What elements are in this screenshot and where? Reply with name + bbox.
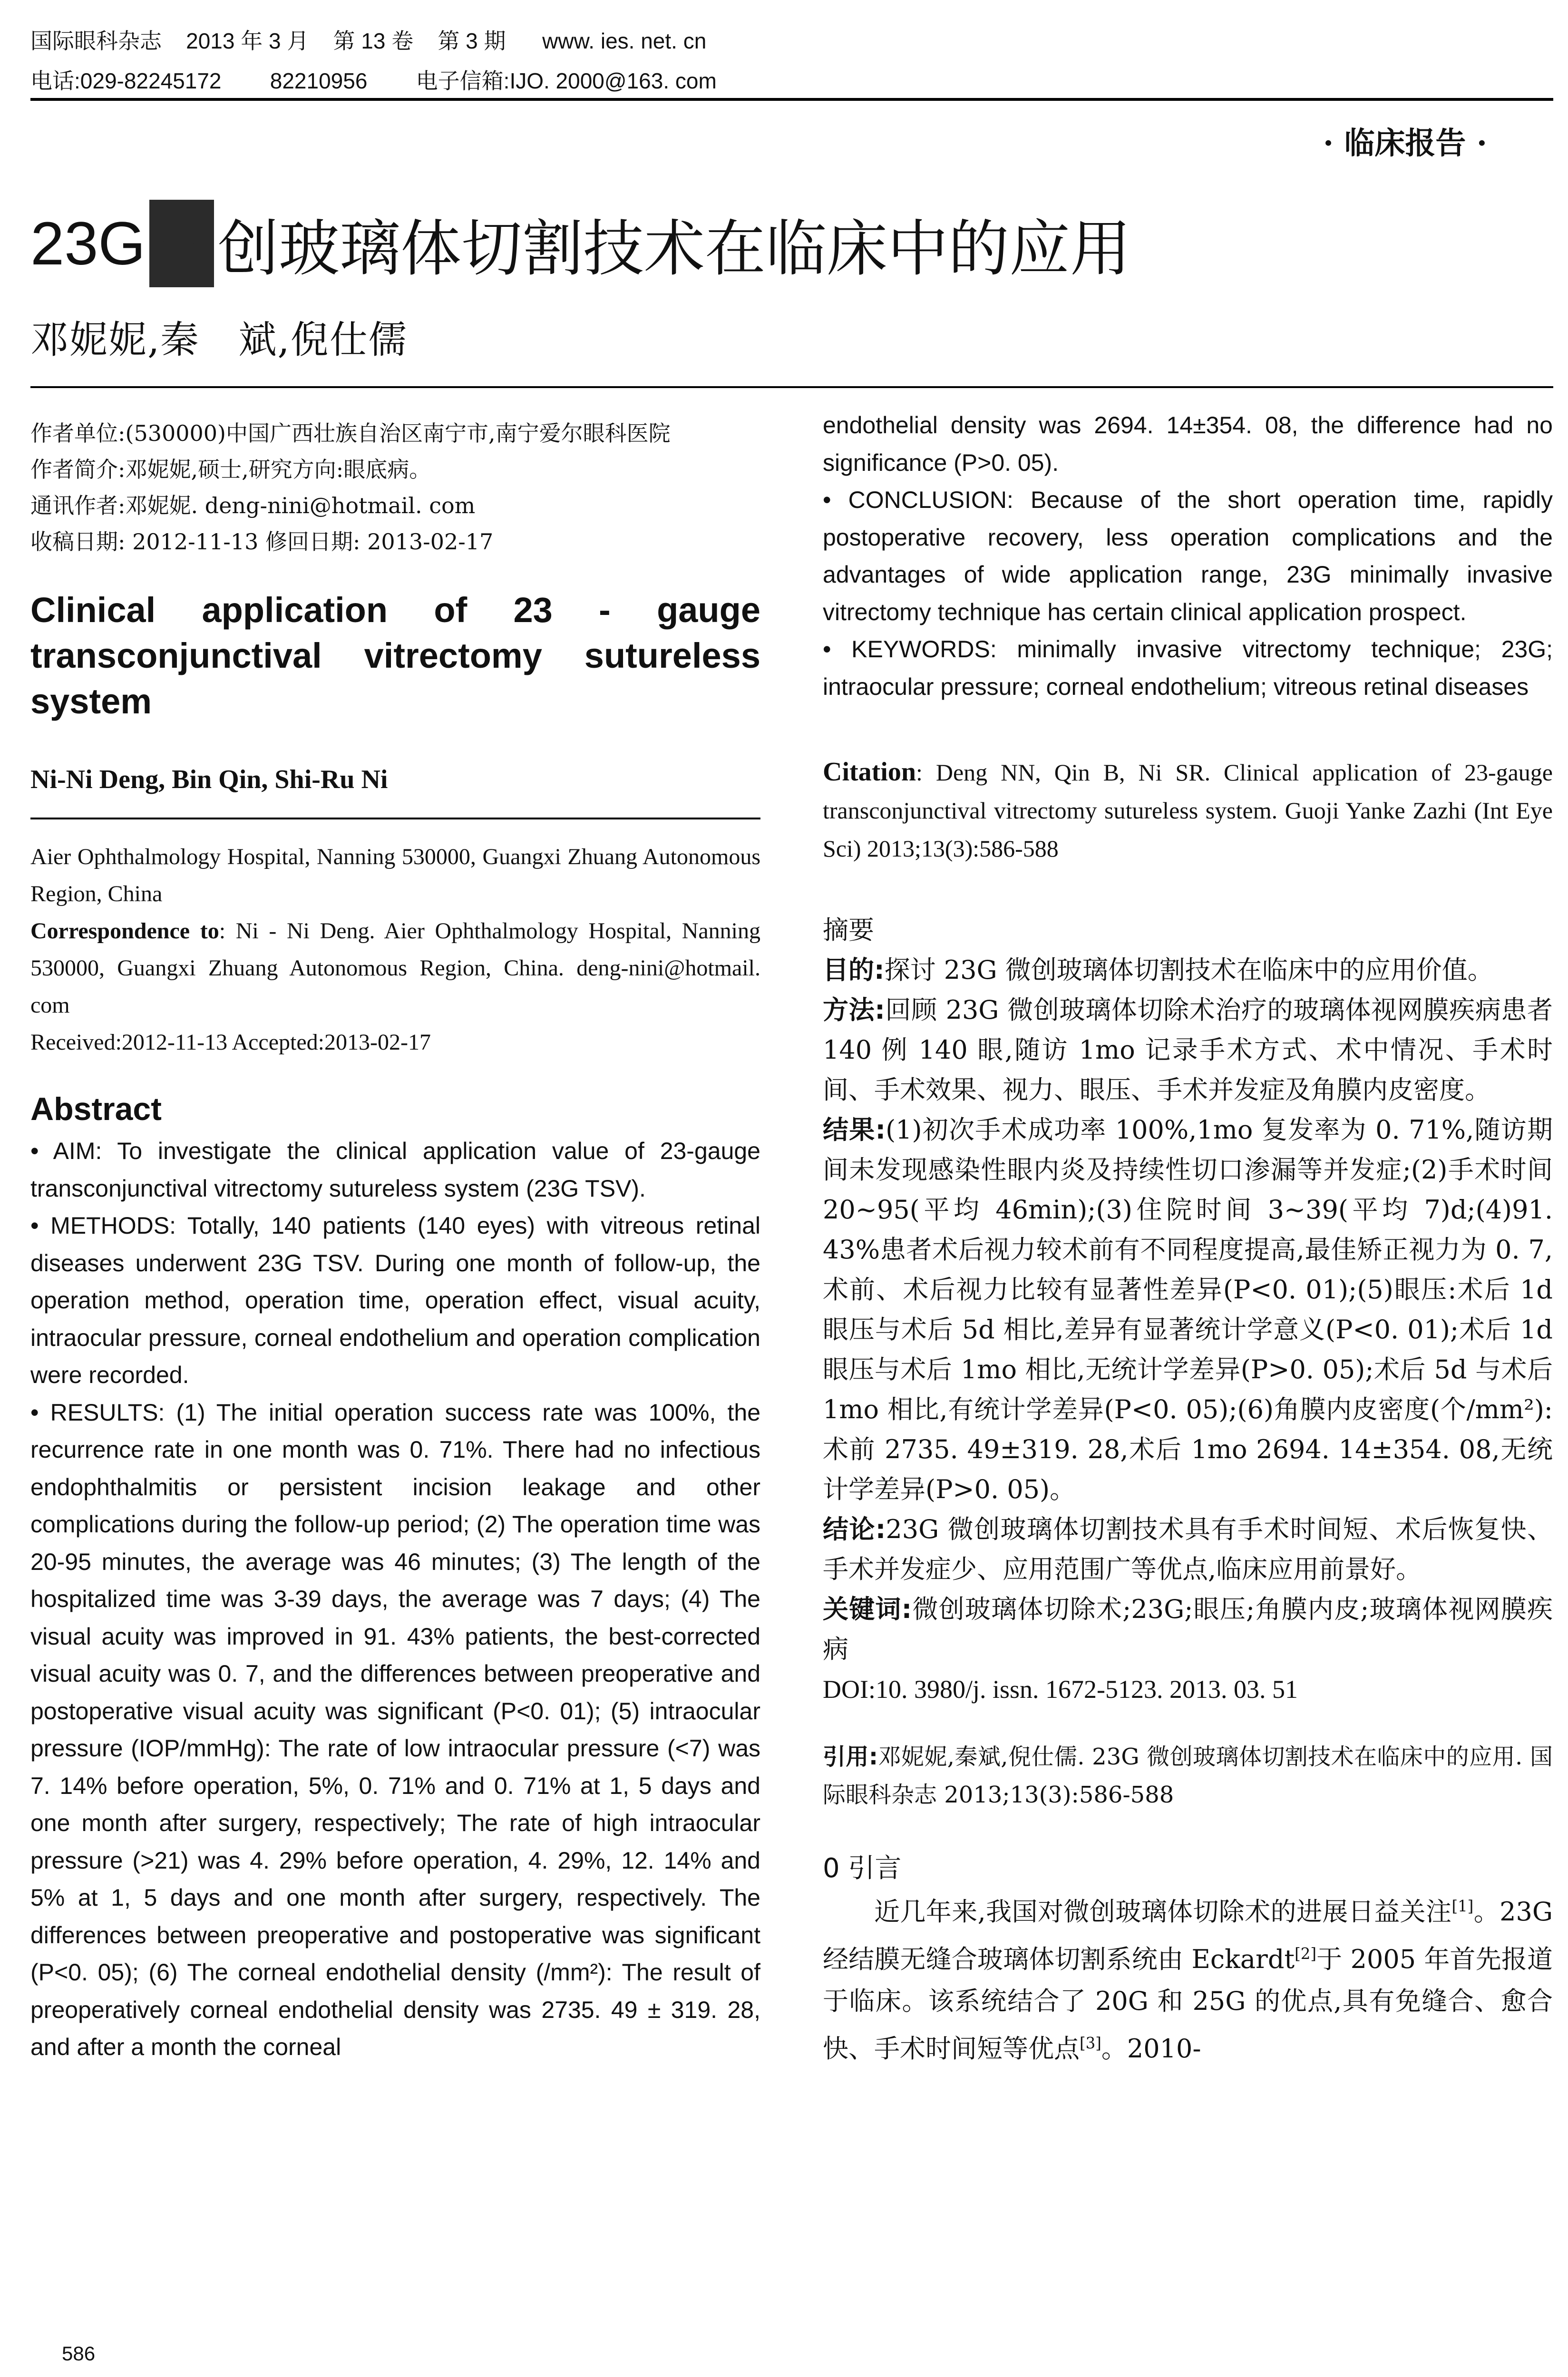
cn-objective	[823, 950, 1553, 990]
abstract-results-continued: endothelial density was 2694. 14±354. 08, the difference had no significance (P>0. 05).	[823, 412, 1553, 476]
correspondence	[30, 913, 760, 1024]
cn-conclusion-text: 23G 微创玻璃体切割技术具有手术时间短、术后恢复快、手术并发症少、应用范围广等优点,临床应用前景好。	[823, 1514, 1553, 1584]
english-affiliation: Aier Ophthalmology Hospital, Nanning 530000, Guangxi Zhuang Autonomous Region, China	[30, 844, 760, 906]
title-highlighted-char: 微	[149, 200, 214, 287]
title-rule	[30, 386, 1553, 388]
journal-header-line2: 电话:029-82245172 82210956 电子信箱:IJO. 2000@163. com	[30, 68, 717, 93]
author-affiliation-cn: 作者单位:(530000)中国广西壮族自治区南宁市,南宁爱尔眼科医院	[30, 420, 671, 446]
doi: DOI:10. 3980/j. issn. 1672-5123. 2013. 03. 51	[823, 1675, 1298, 1704]
citation-label: Citation	[823, 757, 916, 787]
intro-heading: 0 引言	[823, 1853, 902, 1884]
english-title: Clinical application of 23 - gauge transconjunctival vitrectomy sutureless system	[30, 590, 760, 721]
cn-keywords	[823, 1589, 1553, 1669]
title-main: 创玻璃体切割技术在临床中的应用	[217, 215, 1131, 283]
abstract-aim: • AIM: To investigate the clinical application value of 23-gauge transconjunctival vitrectomy sutureless system (23G TSV).	[30, 1138, 760, 1202]
abstract-conclusion: • CONCLUSION: Because of the short operation time, rapidly postoperative recovery, less operation complications and the advantages of wide application range, 23G minimally invasive vitrectomy technique has certain clinical application prospect.	[823, 487, 1553, 625]
abstract-heading: Abstract	[30, 1091, 162, 1127]
citation-text: : Deng NN, Qin B, Ni SR. Clinical application of 23-gauge transconjunctival vitrectomy sutureless system. Guoji Yanke Zazhi (Int Eye Sci) 2013;13(3):586-588	[823, 759, 1553, 862]
intro-paragraph	[823, 1885, 1553, 2070]
header-rule	[30, 98, 1553, 101]
cn-method-text: 回顾 23G 微创玻璃体切除术治疗的玻璃体视网膜疾病患者 140 例 140 眼,随访 1mo 记录手术方式、术中情况、手术时间、手术效果、视力、眼压、手术并发症及角膜内皮密度。	[823, 995, 1553, 1105]
intro-text-2: 。23G 经结膜无缝合玻璃体切割系统由 Eckardt	[823, 1897, 1553, 1974]
cn-result	[823, 1110, 1553, 1510]
cn-keywords-text: 微创玻璃体切除术;23G;眼压;角膜内皮;玻璃体视网膜疾病	[823, 1594, 1553, 1664]
english-authors: Ni-Ni Deng, Bin Qin, Shi-Ru Ni	[30, 765, 388, 794]
cn-result-text: (1)初次手术成功率 100%,1mo 复发率为 0. 71%,随访期间未发现感染性眼内炎及持续性切口渗漏等并发症;(2)手术时间 20~95(平均 46min);(3)住院时间 3~39(平均 7)d;(4)91. 43%患者术后视力较术前有不同程度提高,最佳矫正视力为 0. 7,术前、术后视力比较有显著性差异(P<0. 01);(5)眼压:术后 1d 眼压与术后 5d 相比,差异有显著统计学意义(P<0. 01);术后 1d 眼压与术后 1mo 相比,无统计学差异(P>0. 05);术后 5d 与术后 1mo 相比,有统计学差异(P<0. 05);(6)角膜内皮密度(个/mm²):术前 2735. 49±319. 28,术后 1mo 2694. 14±354. 08,无统计学差异(P>0. 05)。	[823, 1115, 1553, 1504]
cn-objective-text: 探讨 23G 微创玻璃体切割技术在临床中的应用价值。	[884, 955, 1493, 985]
ref-3[interactable]: [3]	[1080, 2034, 1101, 2052]
page-number: 586	[62, 2342, 96, 2365]
correspondence-label: Correspondence to	[30, 918, 219, 944]
ref-1[interactable]: [1]	[1451, 1897, 1474, 1915]
left-column	[30, 407, 760, 2314]
intro-text-3: 于 2005 年首先报道于临床。该系统结合了 20G 和 25G 的优点,具有免缝合、愈合快、手术时间短等优点	[823, 1944, 1553, 2064]
cn-keywords-label: 关键词:	[823, 1594, 912, 1624]
ref-2[interactable]: [2]	[1295, 1945, 1317, 1963]
cn-citation	[823, 1738, 1553, 1814]
article-title	[30, 200, 1131, 287]
cn-method-label: 方法:	[823, 995, 885, 1025]
cn-conclusion	[823, 1510, 1553, 1589]
section-tag: · 临床报告 ·	[1323, 126, 1487, 161]
cn-objective-label: 目的:	[823, 955, 885, 985]
author-bio-cn: 作者简介:邓妮妮,硕士,研究方向:眼底病。	[30, 457, 431, 482]
abstract-results: • RESULTS: (1) The initial operation success rate was 100%, the recurrence rate in one month was 0. 71%. There had no infectious endophthalmitis or persistent incision leakage and other complications during the follow-up period; (2) The operation time was 20-95 minutes, the average was 46 minutes; (3) The length of the hospitalized time was 3-39 days, the average was 7 days; (4) The visual acuity was improved in 91. 43% patients, the best-corrected visual acuity was 0. 7, and the differences between preoperative and postoperative visual acuity was significant (P<0. 01); (5) intraocular pressure (IOP/mmHg): The rate of low intraocular pressure (<7) was 7. 14% before operation, 5%, 0. 71% and 0. 71% at 1, 5 days and one month after surgery, respectively; The rate of high intraocular pressure (>21) was 4. 29% before operation, 4. 29%, 12. 14% and 5% at 1, 5 days and one month after surgery, respectively. The differences between preoperative and postoperative was significant (P<0. 05); (6) The corneal endothelial density (/mm²): The result of preoperatively corneal endothelial density was 2735. 49 ± 319. 28, and after a month the corneal	[30, 1399, 760, 2060]
intro-text-4: 。2010-	[1101, 2034, 1201, 2064]
cn-result-label: 结果:	[823, 1115, 886, 1145]
journal-header-line1: 国际眼科杂志 2013 年 3 月 第 13 卷 第 3 期 www. ies. net. cn	[30, 29, 707, 53]
cn-citation-text: 邓妮妮,秦斌,倪仕儒. 23G 微创玻璃体切割技术在临床中的应用. 国际眼科杂志 2013;13(3):586-588	[823, 1744, 1553, 1808]
dates-cn: 收稿日期: 2012-11-13 修回日期: 2013-02-17	[30, 529, 494, 555]
corresponding-author-cn: 通讯作者:邓妮妮. deng-nini@hotmail. com	[30, 493, 476, 518]
title-prefix: 23G	[30, 209, 146, 278]
intro-text-1: 近几年来,我国对微创玻璃体切除术的进展日益关注	[874, 1897, 1452, 1927]
author-list: 邓妮妮,秦 斌,倪仕儒	[30, 318, 408, 362]
abstract-keywords: • KEYWORDS: minimally invasive vitrectomy technique; 23G; intraocular pressure; corneal endothelium; vitreous retinal diseases	[823, 636, 1553, 700]
cn-citation-label: 引用:	[823, 1744, 878, 1770]
cn-conclusion-label: 结论:	[823, 1514, 886, 1544]
cn-abstract-heading: 摘要	[823, 915, 874, 945]
cn-method	[823, 990, 1553, 1110]
received-accepted: Received:2012-11-13 Accepted:2013-02-17	[30, 1030, 431, 1055]
abstract-methods: • METHODS: Totally, 140 patients (140 eyes) with vitreous retinal diseases underwent 23G TSV. During one month of follow-up, the operation method, operation time, operation effect, visual acuity, intraocular pressure, corneal endothelium and operation complication were recorded.	[30, 1212, 760, 1388]
right-column	[823, 407, 1553, 2314]
correspondence-text: : Ni - Ni Deng. Aier Ophthalmology Hospital, Nanning 530000, Guangxi Zhuang Autonomous Region, China. deng-nini@hotmail. com	[30, 918, 760, 1018]
citation	[823, 753, 1553, 867]
